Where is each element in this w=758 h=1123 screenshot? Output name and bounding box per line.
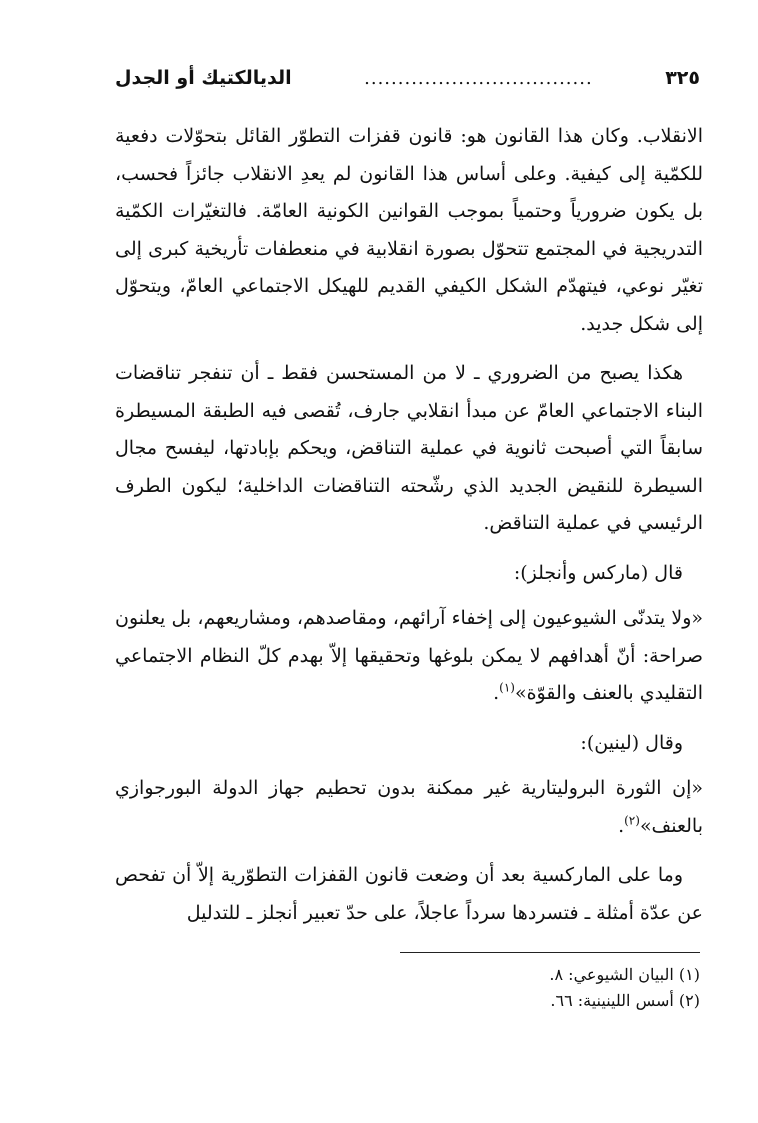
quote1-text: «ولا يتدنّى الشيوعيون إلى إخفاء آرائهم، ومقاصدهم، ومشاريعهم، بل يعلنون صراحة: أنّ أهدافهم لا يمكن بلوغها وتحقيقها إلاّ بهدم كلّ النظام الاجتماعي التقليدي بالعنف والقوّة» <box>115 607 703 704</box>
footnotes <box>300 962 700 1014</box>
chapter-title: الديالكتيك أو الجدل <box>115 67 292 89</box>
closing-paragraph: وما على الماركسية بعد أن وضعت قانون القفزات التطوّرية إلاّ أن تفحص عن عدّة أمثلة ـ فتسردها سرداً عاجلاً، على حدّ تعبير أنجلز ـ للتدليل <box>115 864 703 924</box>
quote1-block <box>115 600 703 713</box>
quote1-end: . <box>493 682 500 704</box>
footnote-2: (٢) أسس اللينينية: ٦٦. <box>550 991 700 1010</box>
paragraph-2: هكذا يصبح من الضروري ـ لا من المستحسن فقط ـ أن تنفجر تناقضات البناء الاجتماعي العامّ عن مبدأ انقلابي جارف، تُقصى فيه الطبقة المسيطرة سابقاً التي أصبحت ثانوية في عملية التناقض، ويحكم بإبادتها، ليفسح مجال السيطرة للنقيض الجديد الذي رشّحته التناقضات الداخلية؛ ليكون الطرف الرئيسي في عملية التناقض. <box>115 362 703 534</box>
main-text <box>115 118 703 944</box>
footnote-ref-2[interactable]: (٢) <box>624 813 640 828</box>
header-leader-dots: .................................. <box>364 67 593 89</box>
running-header <box>115 60 700 96</box>
paragraph-1: الانقلاب. وكان هذا القانون هو: قانون قفزات التطوّر القائل بتحوّلات دفعية للكمّية إلى كيفية. وعلى أساس هذا القانون لم يعدِ الانقلاب جائزاً فحسب، بل يكون ضرورياً وحتمياً بموجب القوانين الكونية العامّة. فالتغيّرات الكمّية التدريجية في المجتمع تتحوّل بصورة انقلابية في منعطفات تأريخية كبرى إلى تغيّر نوعي، فيتهدّم الشكل الكيفي القديم للهيكل الاجتماعي العامّ، ويتحوّل إلى شكل جديد. <box>115 125 703 335</box>
quote2-lead: وقال (لينين): <box>580 731 683 754</box>
footnote-ref-1[interactable]: (١) <box>499 680 515 695</box>
footnote-divider <box>400 952 700 953</box>
quote2-text: «إن الثورة البروليتارية غير ممكنة بدون تحطيم جهاز الدولة البورجوازي بالعنف» <box>115 777 703 837</box>
quote1-lead: قال (ماركس وأنجلز): <box>513 561 683 584</box>
footnote-1: (١) البيان الشيوعي: ٨. <box>549 965 700 984</box>
quote2-block <box>115 770 703 845</box>
page-number: ٣٢٥ <box>665 67 700 89</box>
quote2-end: . <box>618 814 625 837</box>
